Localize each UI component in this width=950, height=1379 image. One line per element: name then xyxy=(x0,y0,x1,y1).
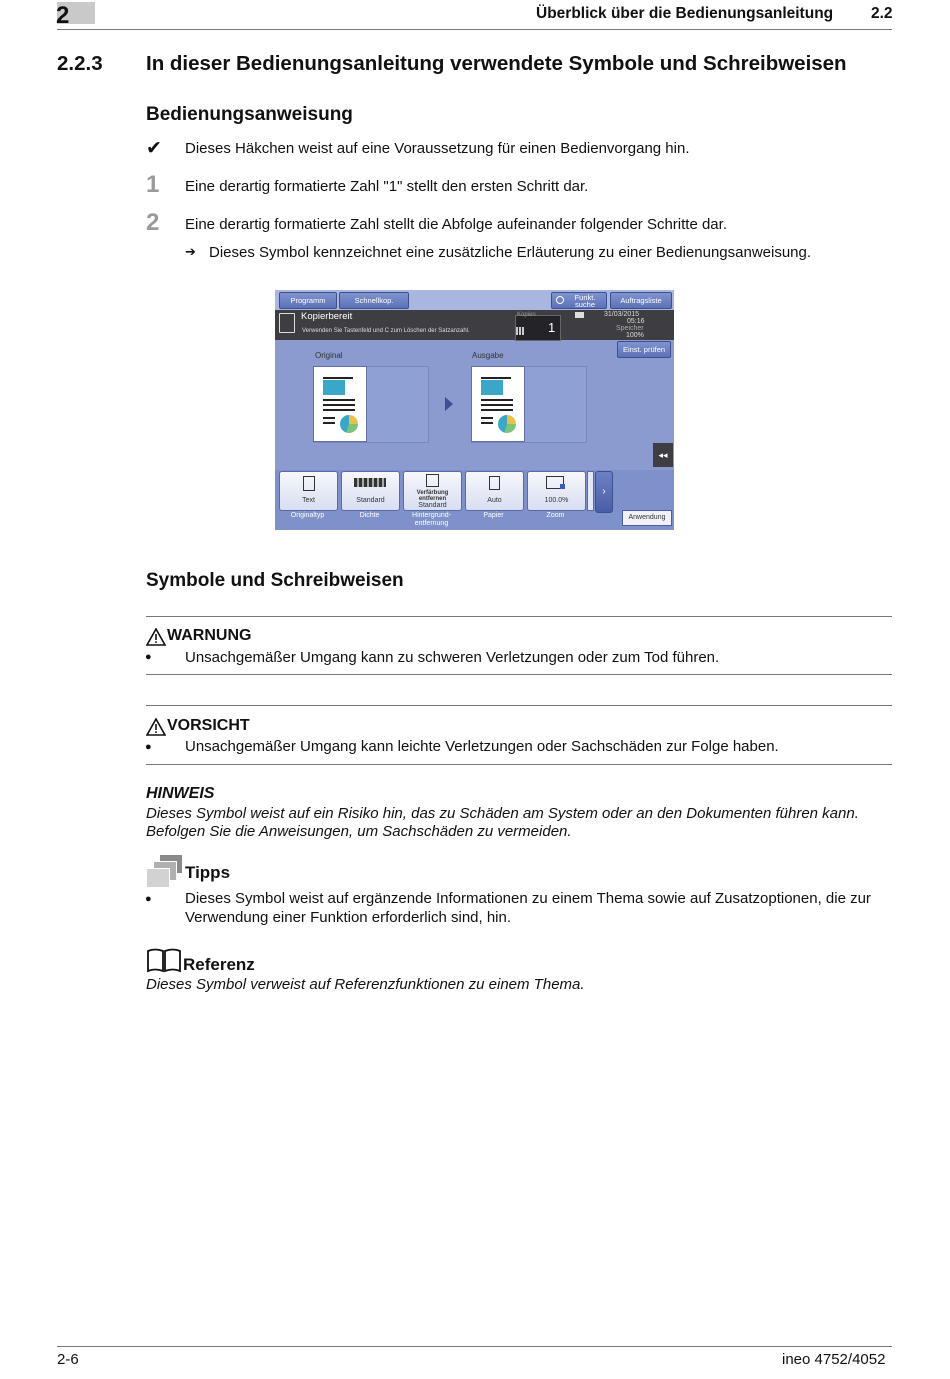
caution-bullet: ● xyxy=(145,741,152,753)
search-label-2: suche xyxy=(574,300,595,309)
zoom-button[interactable] xyxy=(527,471,586,511)
tips-line-1: Dieses Symbol weist auf ergänzende Informationen zu einem Thema sowie auf Zusatzoptionen, die zur xyxy=(185,890,871,907)
output-label: Ausgabe xyxy=(472,351,504,360)
tips-title: Tipps xyxy=(185,863,231,882)
density-label: Dichte xyxy=(359,512,380,519)
instructions-heading: Bedienungsanweisung xyxy=(146,104,353,125)
info-icon xyxy=(575,312,584,318)
discoloration-label-1: Verfärbung xyxy=(416,490,449,496)
header-section: 2.2 xyxy=(871,5,893,22)
rewind-button[interactable]: ◂◂ xyxy=(653,443,673,467)
background-removal-label-2: entfernung xyxy=(414,520,449,527)
function-search-button[interactable] xyxy=(551,292,607,309)
header-rule xyxy=(57,29,892,30)
section-title: In dieser Bedienungsanleitung verwendete Symbole und Schreibweisen xyxy=(146,52,847,75)
status-title: Kopierbereit xyxy=(301,311,353,322)
zoom-label: Zoom xyxy=(546,512,565,519)
tips-line-2: Verwendung einer Funktion erforderlich sind, hin. xyxy=(185,909,512,926)
arrow-right-icon xyxy=(445,397,453,411)
time: 05:16 xyxy=(627,318,645,325)
caution-top-rule xyxy=(146,705,892,706)
search-icon xyxy=(556,296,564,304)
date: 31/03/2015 xyxy=(604,311,640,318)
status-hint: Verwenden Sie Tastenfeld und C zum Löschen der Satzanzahl. xyxy=(302,328,470,334)
warning-top-rule xyxy=(146,616,892,617)
check-icon: ✔ xyxy=(146,138,162,159)
next-function-edge xyxy=(587,471,594,511)
original-page-preview xyxy=(313,366,367,442)
symbols-heading: Symbole und Schreibweisen xyxy=(146,570,404,591)
original-type-button[interactable] xyxy=(279,471,338,511)
background-removal-value: Standard xyxy=(418,502,447,509)
paper-button[interactable] xyxy=(465,471,524,511)
program-tab[interactable]: Programm xyxy=(279,292,337,309)
step1-text: Eine derartig formatierte Zahl "1" stellt den ersten Schritt dar. xyxy=(185,178,589,195)
model-name: ineo 4752/4052 xyxy=(782,1351,886,1368)
density-icon xyxy=(354,478,386,487)
tips-icon xyxy=(146,855,184,891)
scroll-right-button[interactable]: › xyxy=(595,471,613,513)
paper-icon xyxy=(489,476,500,490)
warning-text: Unsachgemäßer Umgang kann zu schweren Verletzungen oder zum Tod führen. xyxy=(185,649,720,666)
density-value: Standard xyxy=(356,497,385,504)
note-line-2: Befolgen Sie die Anweisungen, um Sachschäden zu vermeiden. xyxy=(146,823,572,840)
check-settings-button[interactable]: Einst. prüfen xyxy=(617,341,671,358)
header-title: Überblick über die Bedienungsanleitung xyxy=(536,5,834,22)
apply-button[interactable]: Anwendung xyxy=(622,510,672,526)
search-label-1: Funkt. xyxy=(574,293,596,302)
caution-text: Unsachgemäßer Umgang kann leichte Verletzungen oder Sachschäden zur Folge haben. xyxy=(185,738,779,755)
keypad-icon xyxy=(516,327,524,335)
note-title: HINWEIS xyxy=(146,785,215,802)
memory-label: Speicher xyxy=(616,325,644,332)
output-page-preview xyxy=(471,366,525,442)
page-number: 2-6 xyxy=(57,1351,79,1368)
note-line-1: Dieses Symbol weist auf ein Risiko hin, das zu Schäden am System oder an den Dokumenten führen kann. xyxy=(146,805,859,822)
warning-title: WARNUNG xyxy=(167,627,252,644)
arrow-text: Dieses Symbol kennzeichnet eine zusätzliche Erläuterung zu einer Bedienungsanweisung. xyxy=(209,244,812,261)
arrow-icon: ➔ xyxy=(185,244,196,259)
document-icon xyxy=(303,476,315,491)
reference-text: Dieses Symbol verweist auf Referenzfunktionen zu einem Thema. xyxy=(146,976,585,993)
warning-bullet: ● xyxy=(145,651,152,663)
original-type-label: Originaltyp xyxy=(290,512,325,519)
paper-value: Auto xyxy=(487,497,502,504)
zoom-value: 100.0% xyxy=(544,497,569,504)
check-text: Dieses Häkchen weist auf eine Voraussetzung für einen Bedienvorgang hin. xyxy=(185,140,690,157)
copies-label: Kopien xyxy=(517,312,536,318)
reference-title: Referenz xyxy=(183,955,255,974)
step2-text: Eine derartig formatierte Zahl stellt die Abfolge aufeinander folgender Schritte dar. xyxy=(185,216,727,233)
original-label: Original xyxy=(315,351,343,360)
step1-number: 1 xyxy=(146,171,160,198)
paper-label: Papier xyxy=(483,512,504,519)
background-icon xyxy=(426,474,439,487)
background-removal-label-1: Hintergrund- xyxy=(412,512,451,519)
step2-number: 2 xyxy=(146,209,160,236)
footer-rule xyxy=(57,1346,892,1347)
copies-value: 1 xyxy=(548,320,556,335)
tips-bullet: ● xyxy=(145,893,152,905)
reference-book-icon xyxy=(146,947,182,973)
warning-triangle-icon xyxy=(146,628,166,646)
control-panel-screenshot xyxy=(275,290,674,530)
section-number: 2.2.3 xyxy=(57,52,103,75)
job-list-button[interactable]: Auftragsliste xyxy=(610,292,672,309)
background-removal-button[interactable] xyxy=(403,471,462,511)
chapter-number: 2 xyxy=(56,2,70,29)
quick-copy-tab[interactable]: Schnellkop. xyxy=(339,292,409,309)
caution-title: VORSICHT xyxy=(167,717,250,734)
caution-triangle-icon xyxy=(146,718,166,736)
density-button[interactable] xyxy=(341,471,400,511)
memory-value: 100% xyxy=(626,332,644,339)
warning-bottom-rule xyxy=(146,674,892,675)
discoloration-label-2: entfernen xyxy=(418,496,447,502)
original-type-value: Text xyxy=(302,497,315,504)
caution-bottom-rule xyxy=(146,764,892,765)
copy-icon xyxy=(279,313,295,333)
